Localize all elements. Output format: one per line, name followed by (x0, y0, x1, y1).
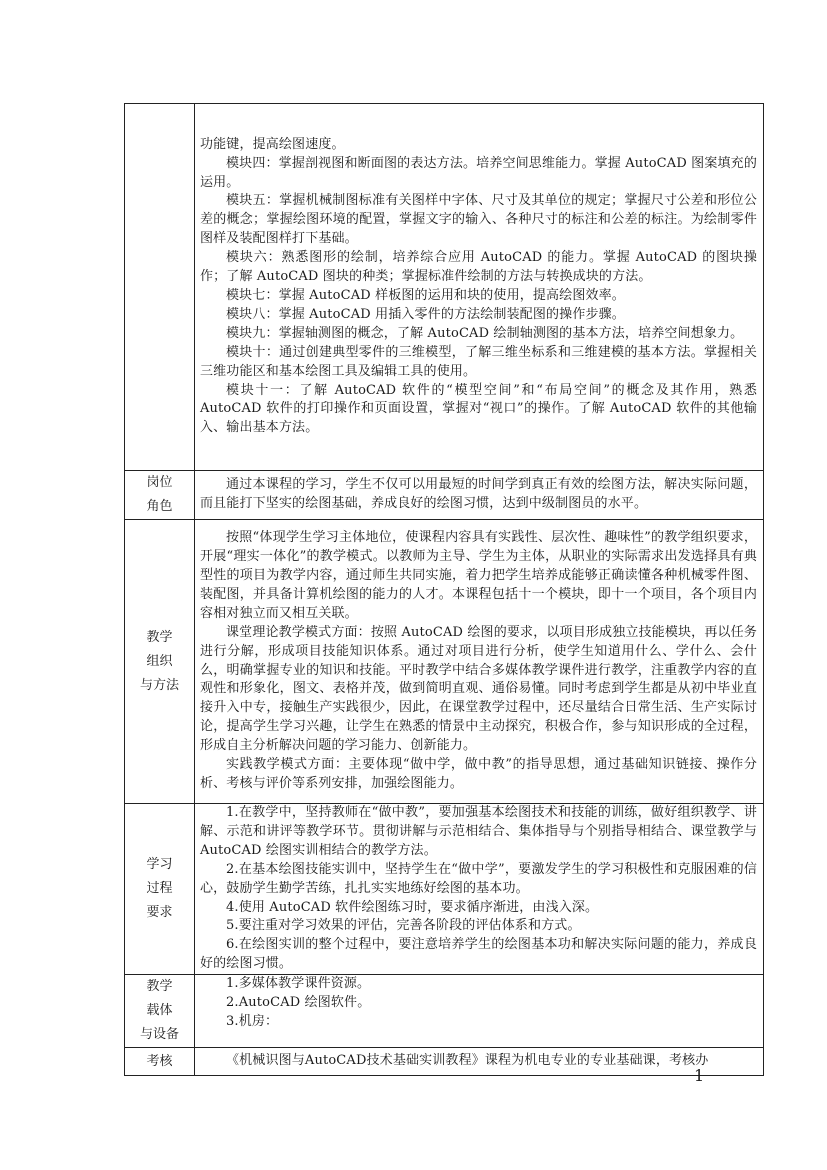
table-row (125, 1048, 764, 1076)
paragraph: 4.使用 AutoCAD 软件绘图练习时，要求循序渐进，由浅入深。 (226, 899, 599, 915)
teaching-method-content (195, 520, 764, 804)
label-line: 学习 (146, 857, 173, 873)
role-content (195, 471, 764, 520)
table-row (125, 520, 764, 804)
paragraph: 模块十一：了解 AutoCAD 软件的“模型空间”和“布局空间”的概念及其作用，熟悉 AutoCAD 软件的打印操作和页面设置，掌握对“视口”的操作。了解 AutoCAD 软件的其他输入、输出基本方法。 (200, 382, 757, 436)
paragraph: 实践教学模式方面：主要体现“做中学，做中教”的指导思想，通过基础知识链接、操作分析、考核与评价等系列安排，加强绘图能力。 (200, 757, 757, 791)
paragraph: 模块五：掌握机械制图标准有关图样中字体、尺寸及其单位的规定；掌握尺寸公差和形位公差的概念；掌握绘图环境的配置，掌握文字的输入、各种尺寸的标注和公差的标注。为绘制零件图样及装配图样打下基础。 (200, 193, 757, 247)
row-label-learning-requirements (125, 804, 195, 975)
label-line: 过程 (146, 881, 173, 897)
row-label-empty (125, 104, 195, 471)
paragraph: 模块十：通过创建典型零件的三维模型，了解三维坐标系和三维建模的基本方法。掌握相关三维功能区和基本绘图工具及编辑工具的使用。 (200, 344, 757, 379)
row-label-teaching-equipment (125, 975, 195, 1048)
row-label-role (125, 471, 195, 520)
paragraph: 模块四：掌握剖视图和断面图的表达方法。培养空间思维能力。掌握 AutoCAD 图案填充的运用。 (200, 155, 757, 190)
label-line: 角色 (146, 499, 173, 514)
paragraph: 通过本课程的学习，学生不仅可以用最短的时间学到真正有效的绘图方法，解决实际问题，而且能打下坚实的绘图基础，养成良好的绘图习惯，达到中级制图员的水平。 (200, 477, 757, 511)
label-line: 教学 (146, 629, 173, 645)
paragraph: 2.AutoCAD 绘图软件。 (226, 995, 371, 1011)
paragraph: 模块六：熟悉图形的绘制，培养综合应用 AutoCAD 的能力。掌握 AutoCAD 的图块操作；了解 AutoCAD 图块的种类；掌握标准件绘制的方法与转换成块的方法。 (200, 250, 757, 285)
label-line: 与方法 (139, 677, 179, 693)
paragraph: 5.要注重对学习效果的评估，完善各阶段的评估体系和方式。 (226, 918, 581, 934)
paragraph: 《机械识图与AutoCAD技术基础实训教程》课程为机电专业的专业基础课，考核办 (226, 1053, 709, 1069)
assessment-content (195, 1048, 764, 1076)
paragraph: 3.机房： (226, 1013, 279, 1029)
paragraph: 1.多媒体教学课件资源。 (226, 976, 371, 992)
paragraph: 课堂理论教学模式方面：按照 AutoCAD 绘图的要求，以项目形成独立技能模块，再以任务进行分解，形成项目技能知识体系。通过对项目进行分析，使学生知道用什么、学什么、会什么，明确掌握专业的知识和技能。平时教学中结合多媒体教学课件进行教学，注重教学内容的直观性和形象化，图文、表格并茂，做到简明直观、通俗易懂。同时考虑到学生都是从初中毕业直接升入中专，接触生产实践很少，因此，在课堂教学过程中，还尽量结合日常生活、生产实际讨论，提高学生学习兴趣，让学生在熟悉的情景中主动探究，积极合作，参与知识形成的全过程，形成自主分析解决问题的学习能力、创新能力。 (200, 624, 757, 754)
row-label-teaching-method (125, 520, 195, 804)
label-line: 教学 (146, 979, 173, 995)
label-line: 岗位 (146, 475, 173, 490)
label-line: 组织 (146, 653, 173, 669)
teaching-equipment-content (195, 975, 764, 1048)
label-line: 要求 (146, 905, 173, 921)
modules-content (195, 104, 764, 471)
label-line: 考核 (146, 1053, 173, 1069)
row-label-assessment (125, 1048, 195, 1076)
label-line: 载体 (146, 1003, 173, 1019)
paragraph: 6.在绘图实训的整个过程中，要注意培养学生的绘图基本功和解决实际问题的能力，养成良好的绘图习惯。 (200, 937, 757, 972)
page-number: 1 (694, 1066, 705, 1085)
label-line: 与设备 (139, 1027, 179, 1043)
paragraph: 模块七：掌握 AutoCAD 样板图的运用和块的使用，提高绘图效率。 (226, 288, 625, 303)
course-outline-table (124, 103, 764, 1076)
paragraph: 模块八：掌握 AutoCAD 用插入零件的方法绘制装配图的操作步骤。 (226, 306, 625, 322)
paragraph: 按照“体现学生学习主体地位，使课程内容具有实践性、层次性、趣味性”的教学组织要求，开展“理实一体化”的教学模式。以教师为主导、学生为主体，从职业的实际需求出发选择具有典型性的项目为教学内容，通过师生共同实施，着力把学生培养成能够正确读懂各种机械零件图、装配图，并具备计算机绘图的能力的人才。本课程包括十一个模块，即十一个项目，各个项目内容相对独立而又相互关联。 (200, 530, 757, 621)
paragraph: 1.在教学中，坚持教师在“做中教”，要加强基本绘图技术和技能的训练，做好组织教学、讲解、示范和讲评等教学环节。贯彻讲解与示范相结合、集体指导与个别指导相结合、课堂教学与 AutoCAD 绘图实训相结合的教学方法。 (200, 805, 757, 858)
learning-requirements-content (195, 804, 764, 975)
table-row (125, 471, 764, 520)
table-row (125, 975, 764, 1048)
table-row (125, 804, 764, 975)
paragraph: 2.在基本绘图技能实训中，坚持学生在“做中学”，要激发学生的学习积极性和克服困难的信心，鼓励学生勤学苦练，扎扎实实地练好绘图的基本功。 (200, 861, 757, 896)
table-row (125, 104, 764, 471)
paragraph: 功能键，提高绘图速度。 (200, 136, 345, 152)
paragraph: 模块九：掌握轴测图的概念，了解 AutoCAD 绘制轴测图的基本方法，培养空间想象力。 (226, 325, 744, 341)
